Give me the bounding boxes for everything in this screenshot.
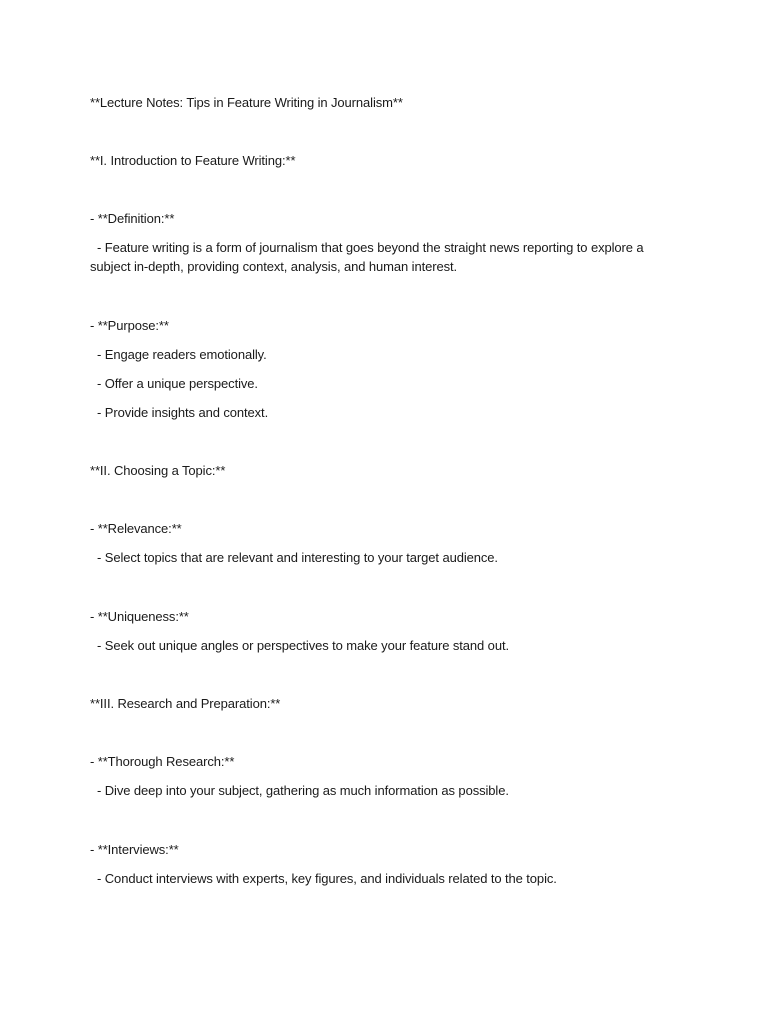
item-label-interviews: - **Interviews:** — [90, 842, 179, 857]
point-thorough-research-text: - Dive deep into your subject, gathering as much information as possible. — [90, 783, 509, 798]
item-label-relevance: - **Relevance:** — [90, 521, 182, 536]
point-definition-text: - Feature writing is a form of journalism that goes beyond the straight news reporting to explore a subject in-depth, providing context, analysis, and human interest. — [90, 240, 648, 274]
point-purpose-perspective: - Offer a unique perspective. — [90, 376, 258, 391]
item-label-uniqueness: - **Uniqueness:** — [90, 609, 189, 624]
point-purpose-insights: - Provide insights and context. — [90, 405, 269, 420]
item-label-definition: - **Definition:** — [90, 211, 175, 226]
item-label-purpose: - **Purpose:** — [90, 318, 169, 333]
point-interviews-text: - Conduct interviews with experts, key figures, and individuals related to the topic. — [90, 871, 557, 886]
item-label-thorough-research: - **Thorough Research:** — [90, 754, 235, 769]
section-heading-choosing-topic: **II. Choosing a Topic:** — [90, 463, 226, 478]
point-relevance-text: - Select topics that are relevant and interesting to your target audience. — [90, 550, 498, 565]
document-title: **Lecture Notes: Tips in Feature Writing in Journalism** — [90, 95, 403, 110]
section-heading-introduction: **I. Introduction to Feature Writing:** — [90, 153, 296, 168]
point-uniqueness-text: - Seek out unique angles or perspectives to make your feature stand out. — [90, 638, 509, 653]
point-purpose-engage: - Engage readers emotionally. — [90, 347, 267, 362]
section-heading-research: **III. Research and Preparation:** — [90, 696, 281, 711]
